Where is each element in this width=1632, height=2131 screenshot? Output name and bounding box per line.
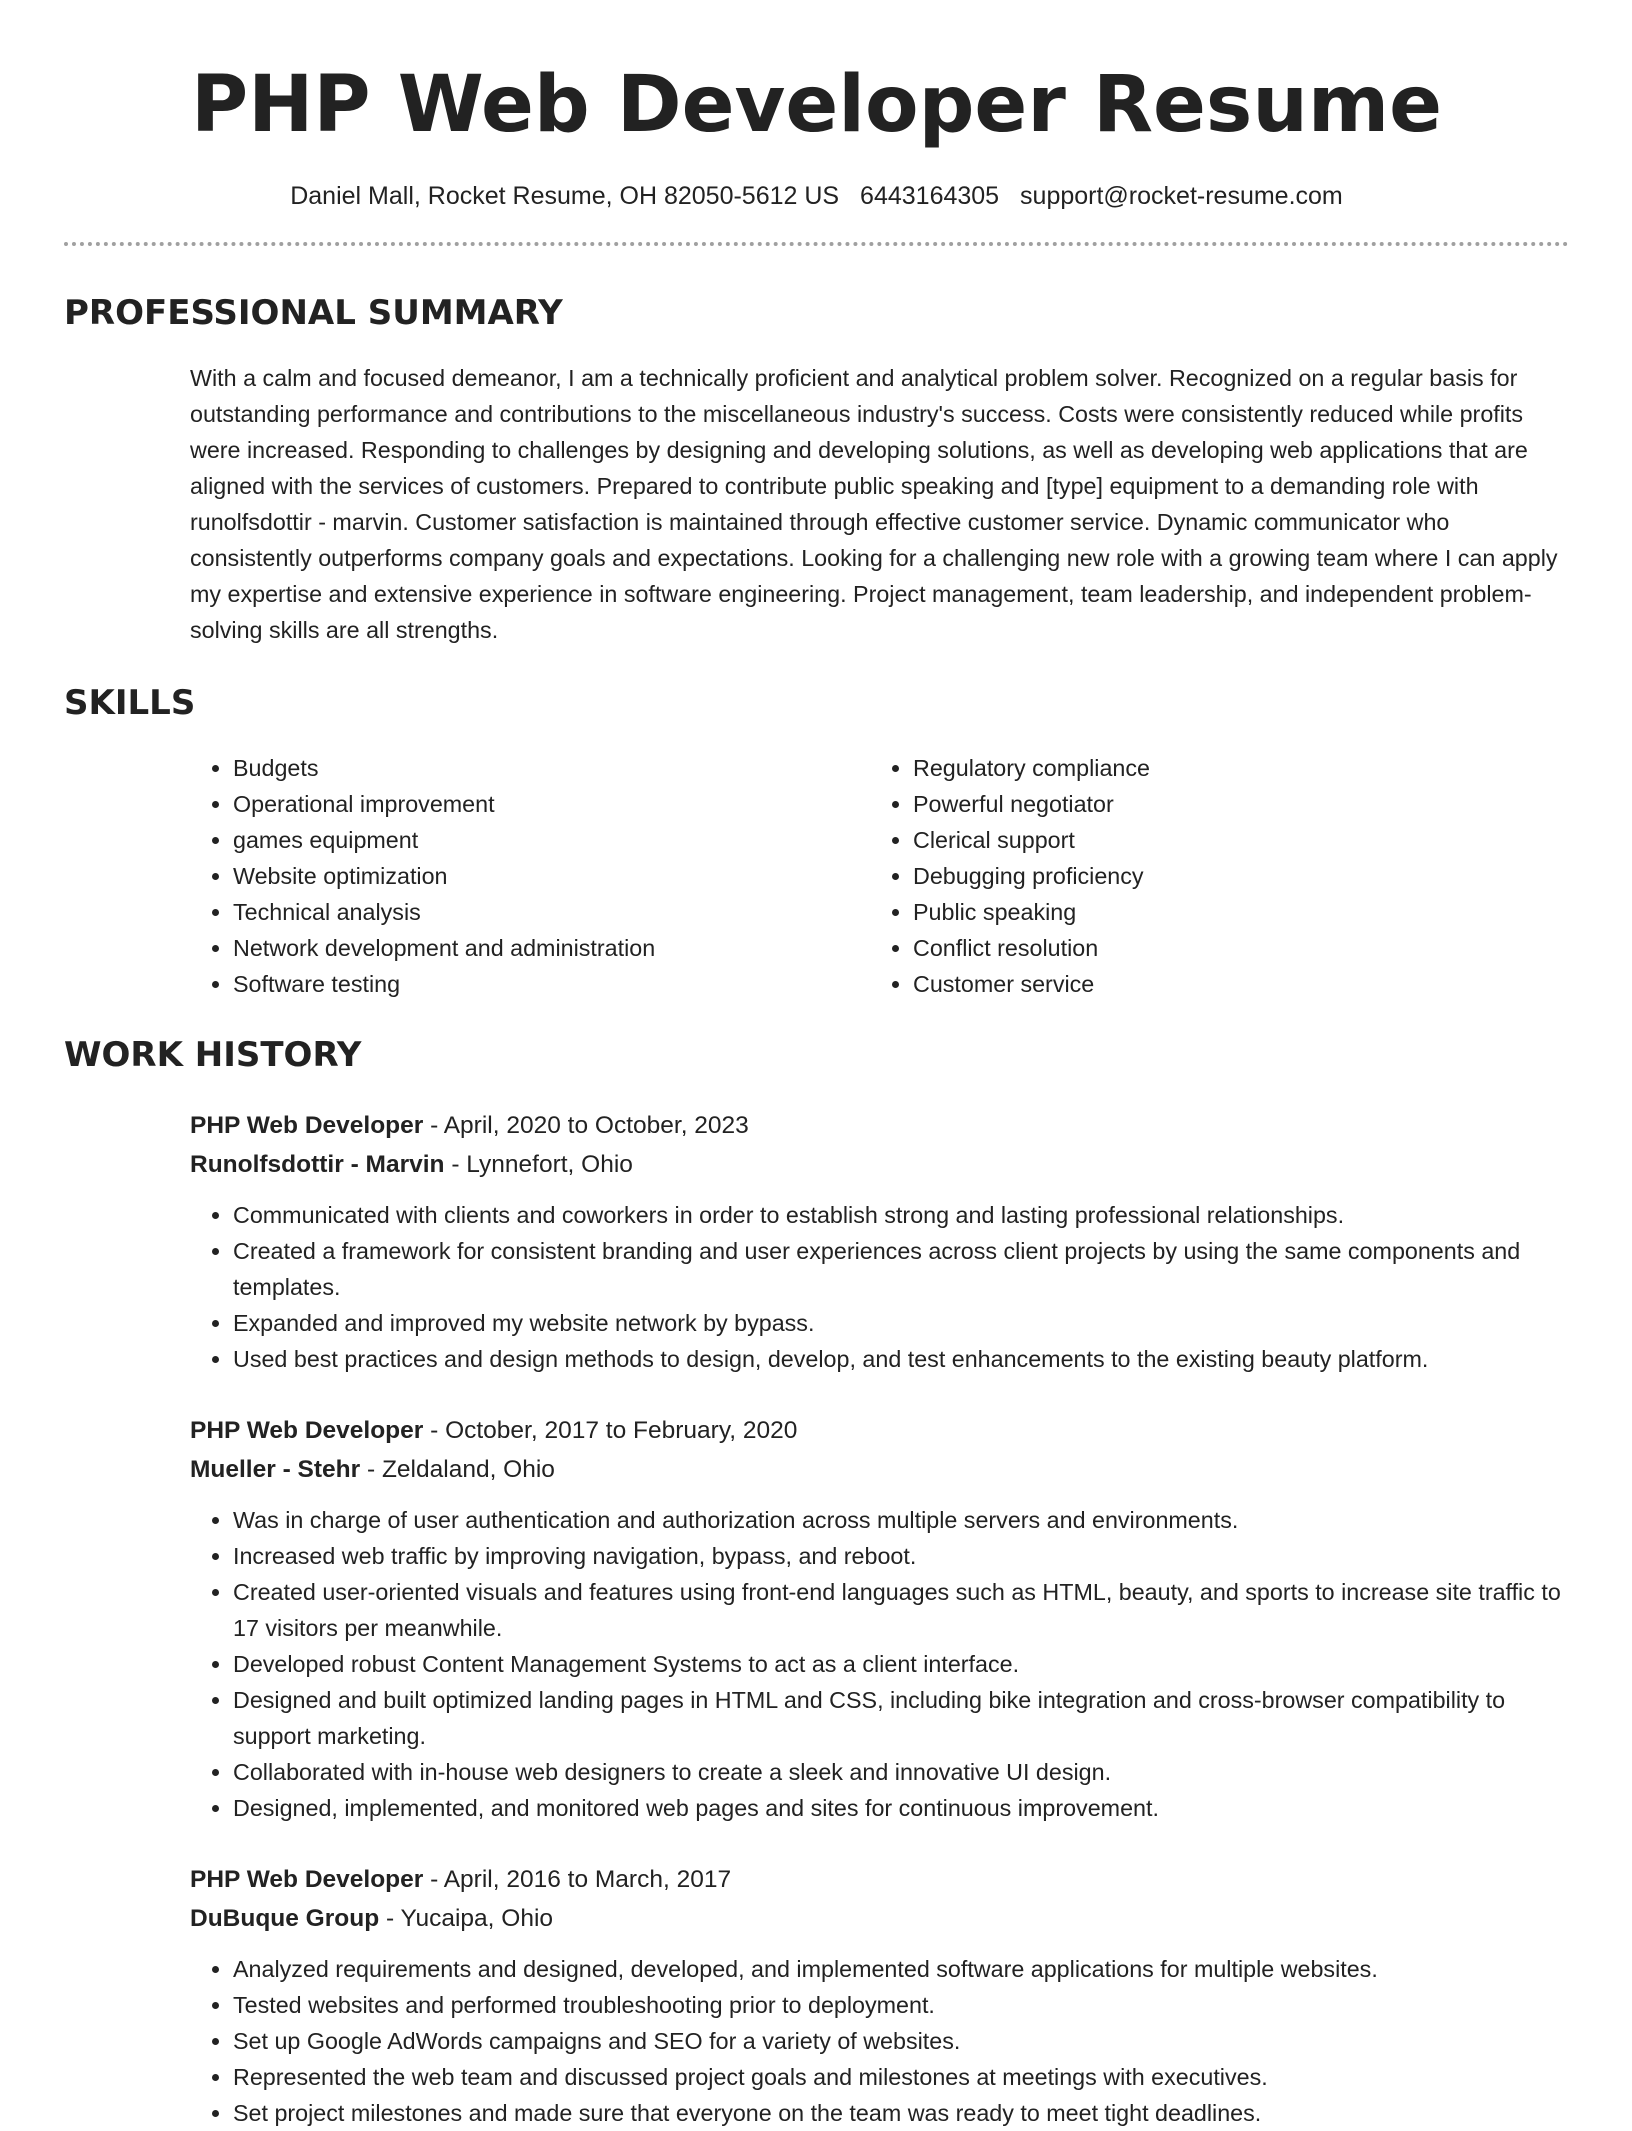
- job-bullet: • Designed and built optimized landing pages in HTML and CSS, including bike integration and cross-browser compatibility to support marketing.: [233, 1682, 1569, 1754]
- skills-column-right: [870, 750, 1150, 1002]
- job-location: - Lynnefort, Ohio: [444, 1151, 633, 1178]
- contact-address: Daniel Mall, Rocket Resume, OH 82050-5612 US: [290, 182, 840, 210]
- job-location: - Yucaipa, Ohio: [379, 1905, 554, 1932]
- job-bullet: • Set project milestones and made sure that everyone on the team was ready to meet tight deadlines.: [233, 2095, 1569, 2131]
- skill-item: • Budgets: [233, 750, 870, 786]
- job-dates: - April, 2020 to October, 2023: [423, 1112, 749, 1139]
- job-company: DuBuque Group: [190, 1905, 380, 1932]
- skill-item: • Website optimization: [233, 858, 870, 894]
- job-title-line: [190, 1860, 1569, 1899]
- job-bullet: • Developed robust Content Management Systems to act as a client interface.: [233, 1646, 1569, 1682]
- job-dates: - April, 2016 to March, 2017: [423, 1866, 732, 1893]
- job-dates: - October, 2017 to February, 2020: [423, 1417, 798, 1444]
- job-bullet: • Analyzed requirements and designed, developed, and implemented software applications for multiple websites.: [233, 1951, 1569, 1987]
- job-bullet: • Expanded and improved my website network by bypass.: [233, 1305, 1569, 1341]
- job-title: PHP Web Developer: [190, 1866, 424, 1893]
- job-bullet: • Was in charge of user authentication and authorization across multiple servers and environments.: [233, 1502, 1569, 1538]
- contact-phone: 6443164305: [860, 182, 1000, 210]
- job-company: Runolfsdottir - Marvin: [190, 1151, 445, 1178]
- job-entry: [190, 1106, 1569, 1377]
- job-company-line: [190, 1899, 1569, 1938]
- job-bullet: • Designed, implemented, and monitored web pages and sites for continuous improvement.: [233, 1790, 1569, 1826]
- job-bullet: • Created a framework for consistent branding and user experiences across client projects by using the same components and templates.: [233, 1233, 1569, 1305]
- job-title: PHP Web Developer: [190, 1417, 424, 1444]
- job-title-line: [190, 1411, 1569, 1450]
- job-bullet: • Created user-oriented visuals and features using front-end languages such as HTML, beauty, and sports to increase site traffic to 17 visitors per meanwhile.: [233, 1574, 1569, 1646]
- job-title: PHP Web Developer: [190, 1112, 424, 1139]
- summary-heading: PROFESSIONAL SUMMARY: [64, 293, 563, 333]
- job-location: - Zeldaland, Ohio: [360, 1456, 555, 1483]
- job-bullet: • Used best practices and design methods to design, develop, and test enhancements to the existing beauty platform.: [233, 1341, 1569, 1377]
- header-divider: [64, 242, 1569, 246]
- skill-item: • Network development and administration: [233, 930, 870, 966]
- skill-item: • games equipment: [233, 822, 870, 858]
- job-bullet: • Communicated with clients and coworkers in order to establish strong and lasting professional relationships.: [233, 1197, 1569, 1233]
- contact-line: [64, 184, 1569, 209]
- job-bullet: • Tested websites and performed troubleshooting prior to deployment.: [233, 1987, 1569, 2023]
- job-company-line: [190, 1450, 1569, 1489]
- job-company: Mueller - Stehr: [190, 1456, 361, 1483]
- skill-item: • Conflict resolution: [913, 930, 1150, 966]
- job-bullet: • Set up Google AdWords campaigns and SEO for a variety of websites.: [233, 2023, 1569, 2059]
- job-bullets: [190, 1951, 1569, 2131]
- summary-text: With a calm and focused demeanor, I am a technically proficient and analytical problem solver. Recognized on a regular basis for outstanding performance and contributions to the miscellaneous industry's success. Costs were consistently reduced while profits were increased. Responding to challenges by designing and developing solutions, as well as developing web applications that are aligned with the services of customers. Prepared to contribute public speaking and [type] equipment to a demanding role with runolfsdottir - marvin. Customer satisfaction is maintained through effective customer service. Dynamic communicator who consistently outperforms company goals and expectations. Looking for a challenging new role with a growing team where I can apply my expertise and extensive experience in software engineering. Project management, team leadership, and independent problem-solving skills are all strengths.: [190, 365, 1558, 643]
- job-entry: [190, 1411, 1569, 1826]
- skill-item: • Clerical support: [913, 822, 1150, 858]
- skills-heading: SKILLS: [64, 683, 196, 723]
- job-company-line: [190, 1145, 1569, 1184]
- job-entry: [190, 1860, 1569, 2131]
- resume-title: PHP Web Developer Resume: [190, 60, 1443, 150]
- skill-item: • Powerful negotiator: [913, 786, 1150, 822]
- skill-item: • Operational improvement: [233, 786, 870, 822]
- job-bullet: • Increased web traffic by improving navigation, bypass, and reboot.: [233, 1538, 1569, 1574]
- skill-item: • Technical analysis: [233, 894, 870, 930]
- job-bullet: • Collaborated with in-house web designers to create a sleek and innovative UI design.: [233, 1754, 1569, 1790]
- skill-item: • Public speaking: [913, 894, 1150, 930]
- job-bullets: [190, 1197, 1569, 1377]
- work-history-heading: WORK HISTORY: [64, 1035, 362, 1075]
- job-title-line: [190, 1106, 1569, 1145]
- skills-list: [190, 750, 1569, 1002]
- skill-item: • Regulatory compliance: [913, 750, 1150, 786]
- skills-column-left: [190, 750, 870, 1002]
- job-bullets: [190, 1502, 1569, 1826]
- resume-page: [64, 0, 1569, 2131]
- skill-item: • Debugging proficiency: [913, 858, 1150, 894]
- skill-item: • Customer service: [913, 966, 1150, 1002]
- skill-item: • Software testing: [233, 966, 870, 1002]
- contact-email: support@rocket-resume.com: [1020, 182, 1343, 210]
- job-bullet: • Represented the web team and discussed project goals and milestones at meetings with executives.: [233, 2059, 1569, 2095]
